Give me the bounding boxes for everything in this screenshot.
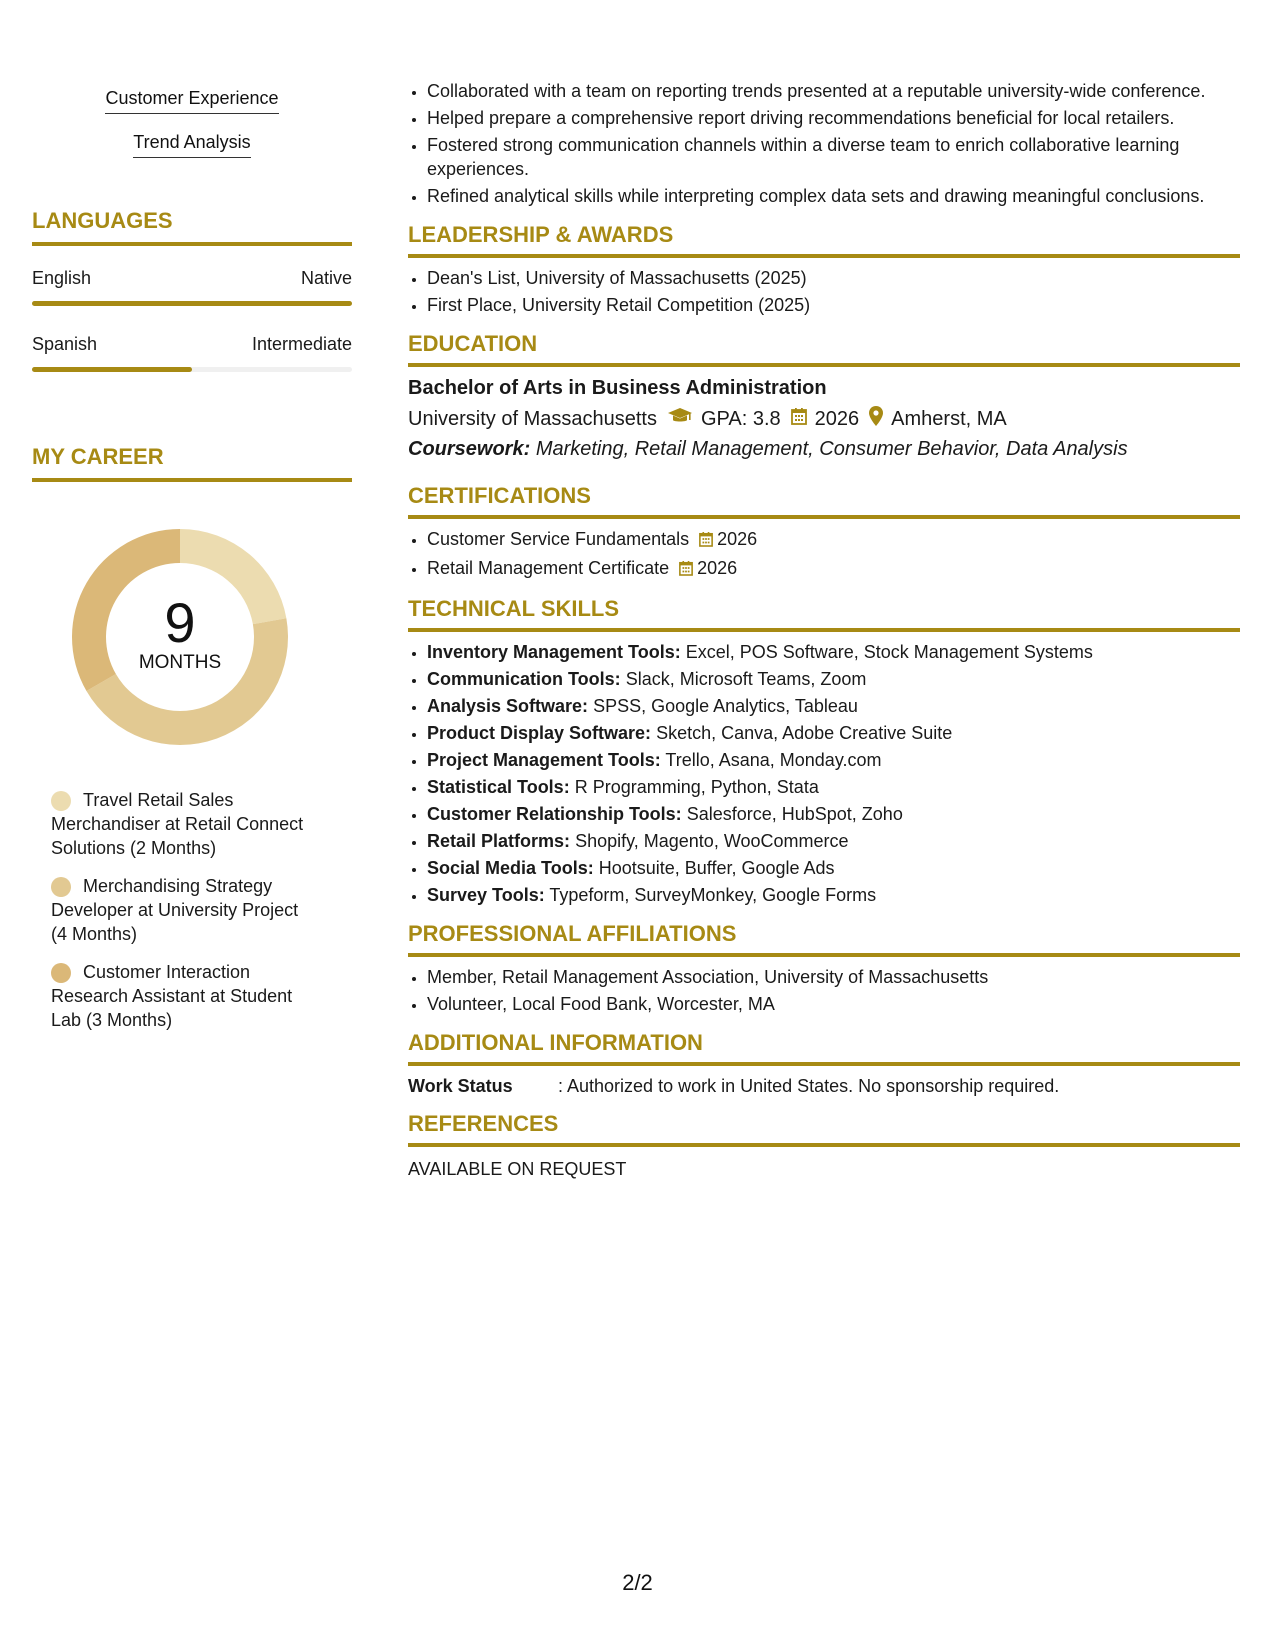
languages-heading: LANGUAGES <box>32 208 352 246</box>
certifications-heading: CERTIFICATIONS <box>408 483 1240 519</box>
skill-tag[interactable]: Trend Analysis <box>133 132 250 158</box>
skill-category: Customer Relationship Tools: <box>427 804 682 824</box>
skill-values: Excel, POS Software, Stock Management Systems <box>685 642 1093 662</box>
list-item: • Dean's List, University of Massachusetts (2025) <box>427 266 1240 290</box>
skill-values: Trello, Asana, Monday.com <box>665 750 882 770</box>
education-details <box>408 406 1240 432</box>
degree-title: Bachelor of Arts in Business Administration <box>408 377 827 399</box>
language-proficiency-bar <box>32 301 352 306</box>
skill-category: Analysis Software: <box>427 696 589 716</box>
references-heading: REFERENCES <box>408 1111 1240 1147</box>
language-item <box>32 268 352 306</box>
language-proficiency-bar <box>32 367 352 372</box>
list-item <box>427 556 1240 582</box>
calendar-icon <box>679 558 693 582</box>
work-status-row <box>408 1076 1240 1097</box>
certification-name: Customer Service Fundamentals <box>427 529 690 549</box>
language-proficiency-fill <box>32 301 352 306</box>
list-item <box>427 640 1240 664</box>
skill-category: Inventory Management Tools: <box>427 642 681 662</box>
sidebar <box>32 0 352 1046</box>
list-item <box>427 667 1240 691</box>
career-donut-chart <box>65 522 295 752</box>
career-item-text: Customer Interaction Research Assistant at Student Lab (3 Months) <box>51 962 293 1030</box>
list-item <box>427 856 1240 880</box>
list-item: • First Place, University Retail Competition (2025) <box>427 293 1240 317</box>
language-level: Intermediate <box>251 334 352 354</box>
language-name: English <box>32 268 92 288</box>
leadership-heading: LEADERSHIP & AWARDS <box>408 222 1240 258</box>
skill-values: Sketch, Canva, Adobe Creative Suite <box>656 723 953 743</box>
affiliations-list <box>408 965 1240 1016</box>
language-level: Native <box>300 268 352 288</box>
list-item: • Fostered strong communication channels within a diverse team to enrich collaborative learning experiences. <box>427 133 1240 181</box>
skill-values: Shopify, Magento, WooCommerce <box>575 831 849 851</box>
career-legend <box>32 788 311 1032</box>
career-legend-item <box>51 874 311 946</box>
main-content <box>408 79 1240 1180</box>
language-name: Spanish <box>32 334 98 354</box>
career-unit: MONTHS <box>138 652 222 673</box>
legend-dot <box>51 791 71 811</box>
language-proficiency-fill <box>32 367 192 372</box>
list-item: • Refined analytical skills while interpreting complex data sets and drawing meaningful conclusions. <box>427 184 1240 208</box>
list-item <box>427 883 1240 907</box>
references-text: AVAILABLE ON REQUEST <box>408 1159 627 1179</box>
skill-values: Hootsuite, Buffer, Google Ads <box>598 858 835 878</box>
career-heading: MY CAREER <box>32 444 352 482</box>
skill-category: Retail Platforms: <box>427 831 571 851</box>
graduation-cap-icon <box>667 407 693 431</box>
skill-values: R Programming, Python, Stata <box>574 777 819 797</box>
work-status-value: : Authorized to work in United States. No sponsorship required. <box>558 1076 1060 1096</box>
list-item: • Collaborated with a team on reporting trends presented at a reputable university-wide conference. <box>427 79 1240 103</box>
career-legend-item <box>51 788 311 860</box>
career-legend-item <box>51 960 311 1032</box>
skill-category: Social Media Tools: <box>427 858 594 878</box>
coursework-list: Marketing, Retail Management, Consumer Behavior, Data Analysis <box>535 438 1128 460</box>
experience-bullets <box>408 79 1240 208</box>
calendar-icon <box>699 529 713 553</box>
skill-values: Salesforce, HubSpot, Zoho <box>686 804 903 824</box>
leadership-list <box>408 266 1240 317</box>
list-item: • Helped prepare a comprehensive report driving recommendations beneficial for local retailers. <box>427 106 1240 130</box>
list-item: • Volunteer, Local Food Bank, Worcester, MA <box>427 992 1240 1016</box>
legend-dot <box>51 877 71 897</box>
gpa: GPA: 3.8 <box>700 407 781 430</box>
skill-values: SPSS, Google Analytics, Tableau <box>593 696 858 716</box>
calendar-icon <box>791 407 807 431</box>
certification-name: Retail Management Certificate <box>427 558 670 578</box>
technical-skills-list <box>408 640 1240 907</box>
skill-category: Communication Tools: <box>427 669 621 689</box>
language-item <box>32 334 352 372</box>
skill-tag[interactable]: Customer Experience <box>105 88 278 114</box>
skill-values: Slack, Microsoft Teams, Zoom <box>625 669 867 689</box>
list-item: • Member, Retail Management Association, University of Massachusetts <box>427 965 1240 989</box>
list-item <box>427 527 1240 553</box>
coursework-label: Coursework: <box>408 438 531 460</box>
school-name: University of Massachusetts <box>408 407 657 430</box>
certification-year: 2026 <box>697 558 738 578</box>
list-item <box>427 721 1240 745</box>
certification-year: 2026 <box>717 529 758 549</box>
career-item-text: Merchandising Strategy Developer at University Project (4 Months) <box>51 876 299 944</box>
location: Amherst, MA <box>891 407 1007 430</box>
list-item <box>427 829 1240 853</box>
career-total: 9 <box>164 591 196 654</box>
coursework <box>408 438 1240 461</box>
skill-values: Typeform, SurveyMonkey, Google Forms <box>549 885 877 905</box>
skill-category: Product Display Software: <box>427 723 652 743</box>
list-item <box>427 775 1240 799</box>
skill-category: Project Management Tools: <box>427 750 661 770</box>
affiliations-heading: PROFESSIONAL AFFILIATIONS <box>408 921 1240 957</box>
certifications-list <box>408 527 1240 582</box>
technical-skills-heading: TECHNICAL SKILLS <box>408 596 1240 632</box>
list-item <box>427 748 1240 772</box>
list-item <box>427 694 1240 718</box>
career-item-text: Travel Retail Sales Merchandiser at Retail Connect Solutions (2 Months) <box>51 790 304 858</box>
graduation-year: 2026 <box>814 407 860 430</box>
skill-category: Survey Tools: <box>427 885 545 905</box>
additional-info-heading: ADDITIONAL INFORMATION <box>408 1030 1240 1066</box>
skill-category: Statistical Tools: <box>427 777 570 797</box>
education-heading: EDUCATION <box>408 331 1240 367</box>
list-item <box>427 802 1240 826</box>
legend-dot <box>51 963 71 983</box>
location-pin-icon <box>869 406 883 432</box>
page-number: 2/2 <box>622 1570 653 1595</box>
work-status-label: Work Status <box>408 1076 513 1096</box>
